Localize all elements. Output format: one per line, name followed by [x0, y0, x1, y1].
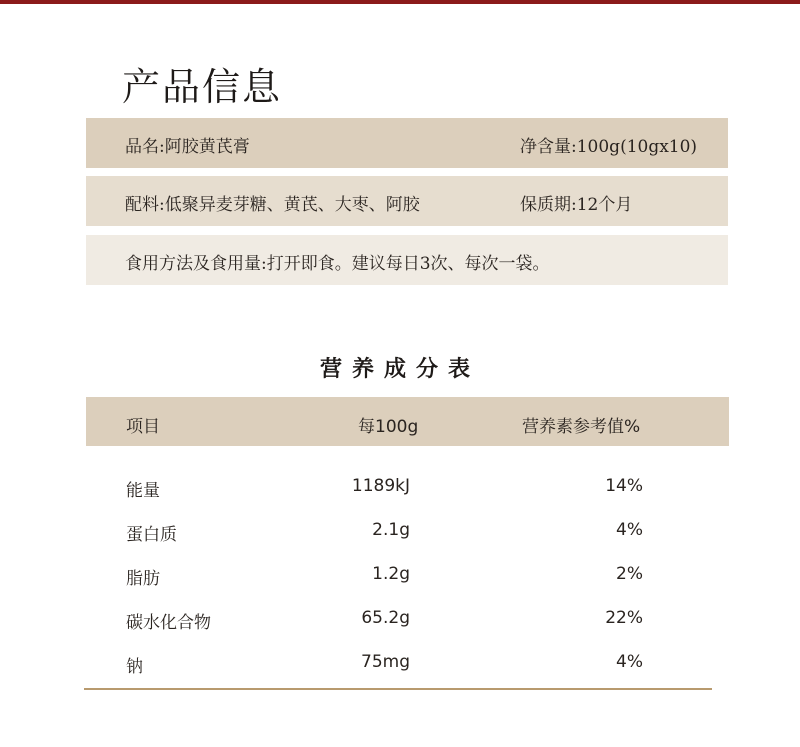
nutrient-nrv: 14% — [605, 476, 643, 496]
nutrient-name: 蛋白质 — [126, 525, 177, 545]
usage — [125, 249, 550, 274]
bottom-divider — [84, 688, 712, 690]
page-title: 产品信息 — [122, 65, 283, 109]
net-content-value: 100g(10gx10) — [576, 137, 698, 157]
product-name-label: 品名: — [125, 137, 165, 157]
nutrient-nrv: 2% — [616, 564, 643, 584]
nutrient-nrv: 4% — [616, 652, 643, 672]
product-name — [125, 132, 250, 157]
shelf-life — [520, 190, 632, 215]
nutrient-name: 碳水化合物 — [126, 613, 211, 633]
info-row-usage — [86, 235, 728, 285]
nutrition-row-sodium — [0, 648, 800, 678]
nutrient-nrv: 4% — [616, 520, 643, 540]
product-name-value: 阿胶黄芪膏 — [164, 137, 250, 157]
nutrition-row-energy — [0, 472, 800, 502]
nutrient-nrv: 22% — [605, 608, 643, 628]
nutrition-table-title: 营养成分表 — [319, 357, 480, 382]
top-accent-bar — [0, 0, 800, 4]
header-item: 项目 — [126, 417, 160, 437]
usage-label: 食用方法及食用量: — [125, 254, 267, 274]
ingredients-label: 配料: — [125, 195, 165, 215]
nutrition-row-fat — [0, 560, 800, 590]
nutrient-value: 1189kJ — [351, 476, 410, 496]
nutrition-row-carbohydrate — [0, 604, 800, 634]
nutrition-table-header — [86, 397, 729, 446]
net-content-label: 净含量: — [520, 137, 577, 157]
header-per-100g: 每100g — [358, 417, 419, 437]
nutrient-name: 脂肪 — [126, 569, 160, 589]
ingredients-value: 低聚异麦芽糖、黄芪、大枣、阿胶 — [164, 195, 420, 215]
info-row-name — [86, 118, 728, 168]
nutrient-name: 钠 — [126, 657, 143, 677]
info-row-ingredients — [86, 176, 728, 226]
nutrient-name: 能量 — [126, 481, 160, 501]
usage-value: 打开即食。建议每日3次、每次一袋。 — [266, 254, 550, 274]
header-nrv-percent: 营养素参考值% — [522, 417, 641, 437]
nutrition-row-protein — [0, 516, 800, 546]
ingredients — [125, 190, 420, 215]
nutrient-value: 1.2g — [372, 564, 410, 584]
net-content — [520, 132, 697, 157]
shelf-life-label: 保质期: — [520, 195, 577, 215]
nutrient-value: 75mg — [361, 652, 410, 672]
shelf-life-value: 12个月 — [576, 195, 633, 215]
nutrient-value: 2.1g — [372, 520, 410, 540]
nutrient-value: 65.2g — [361, 608, 410, 628]
